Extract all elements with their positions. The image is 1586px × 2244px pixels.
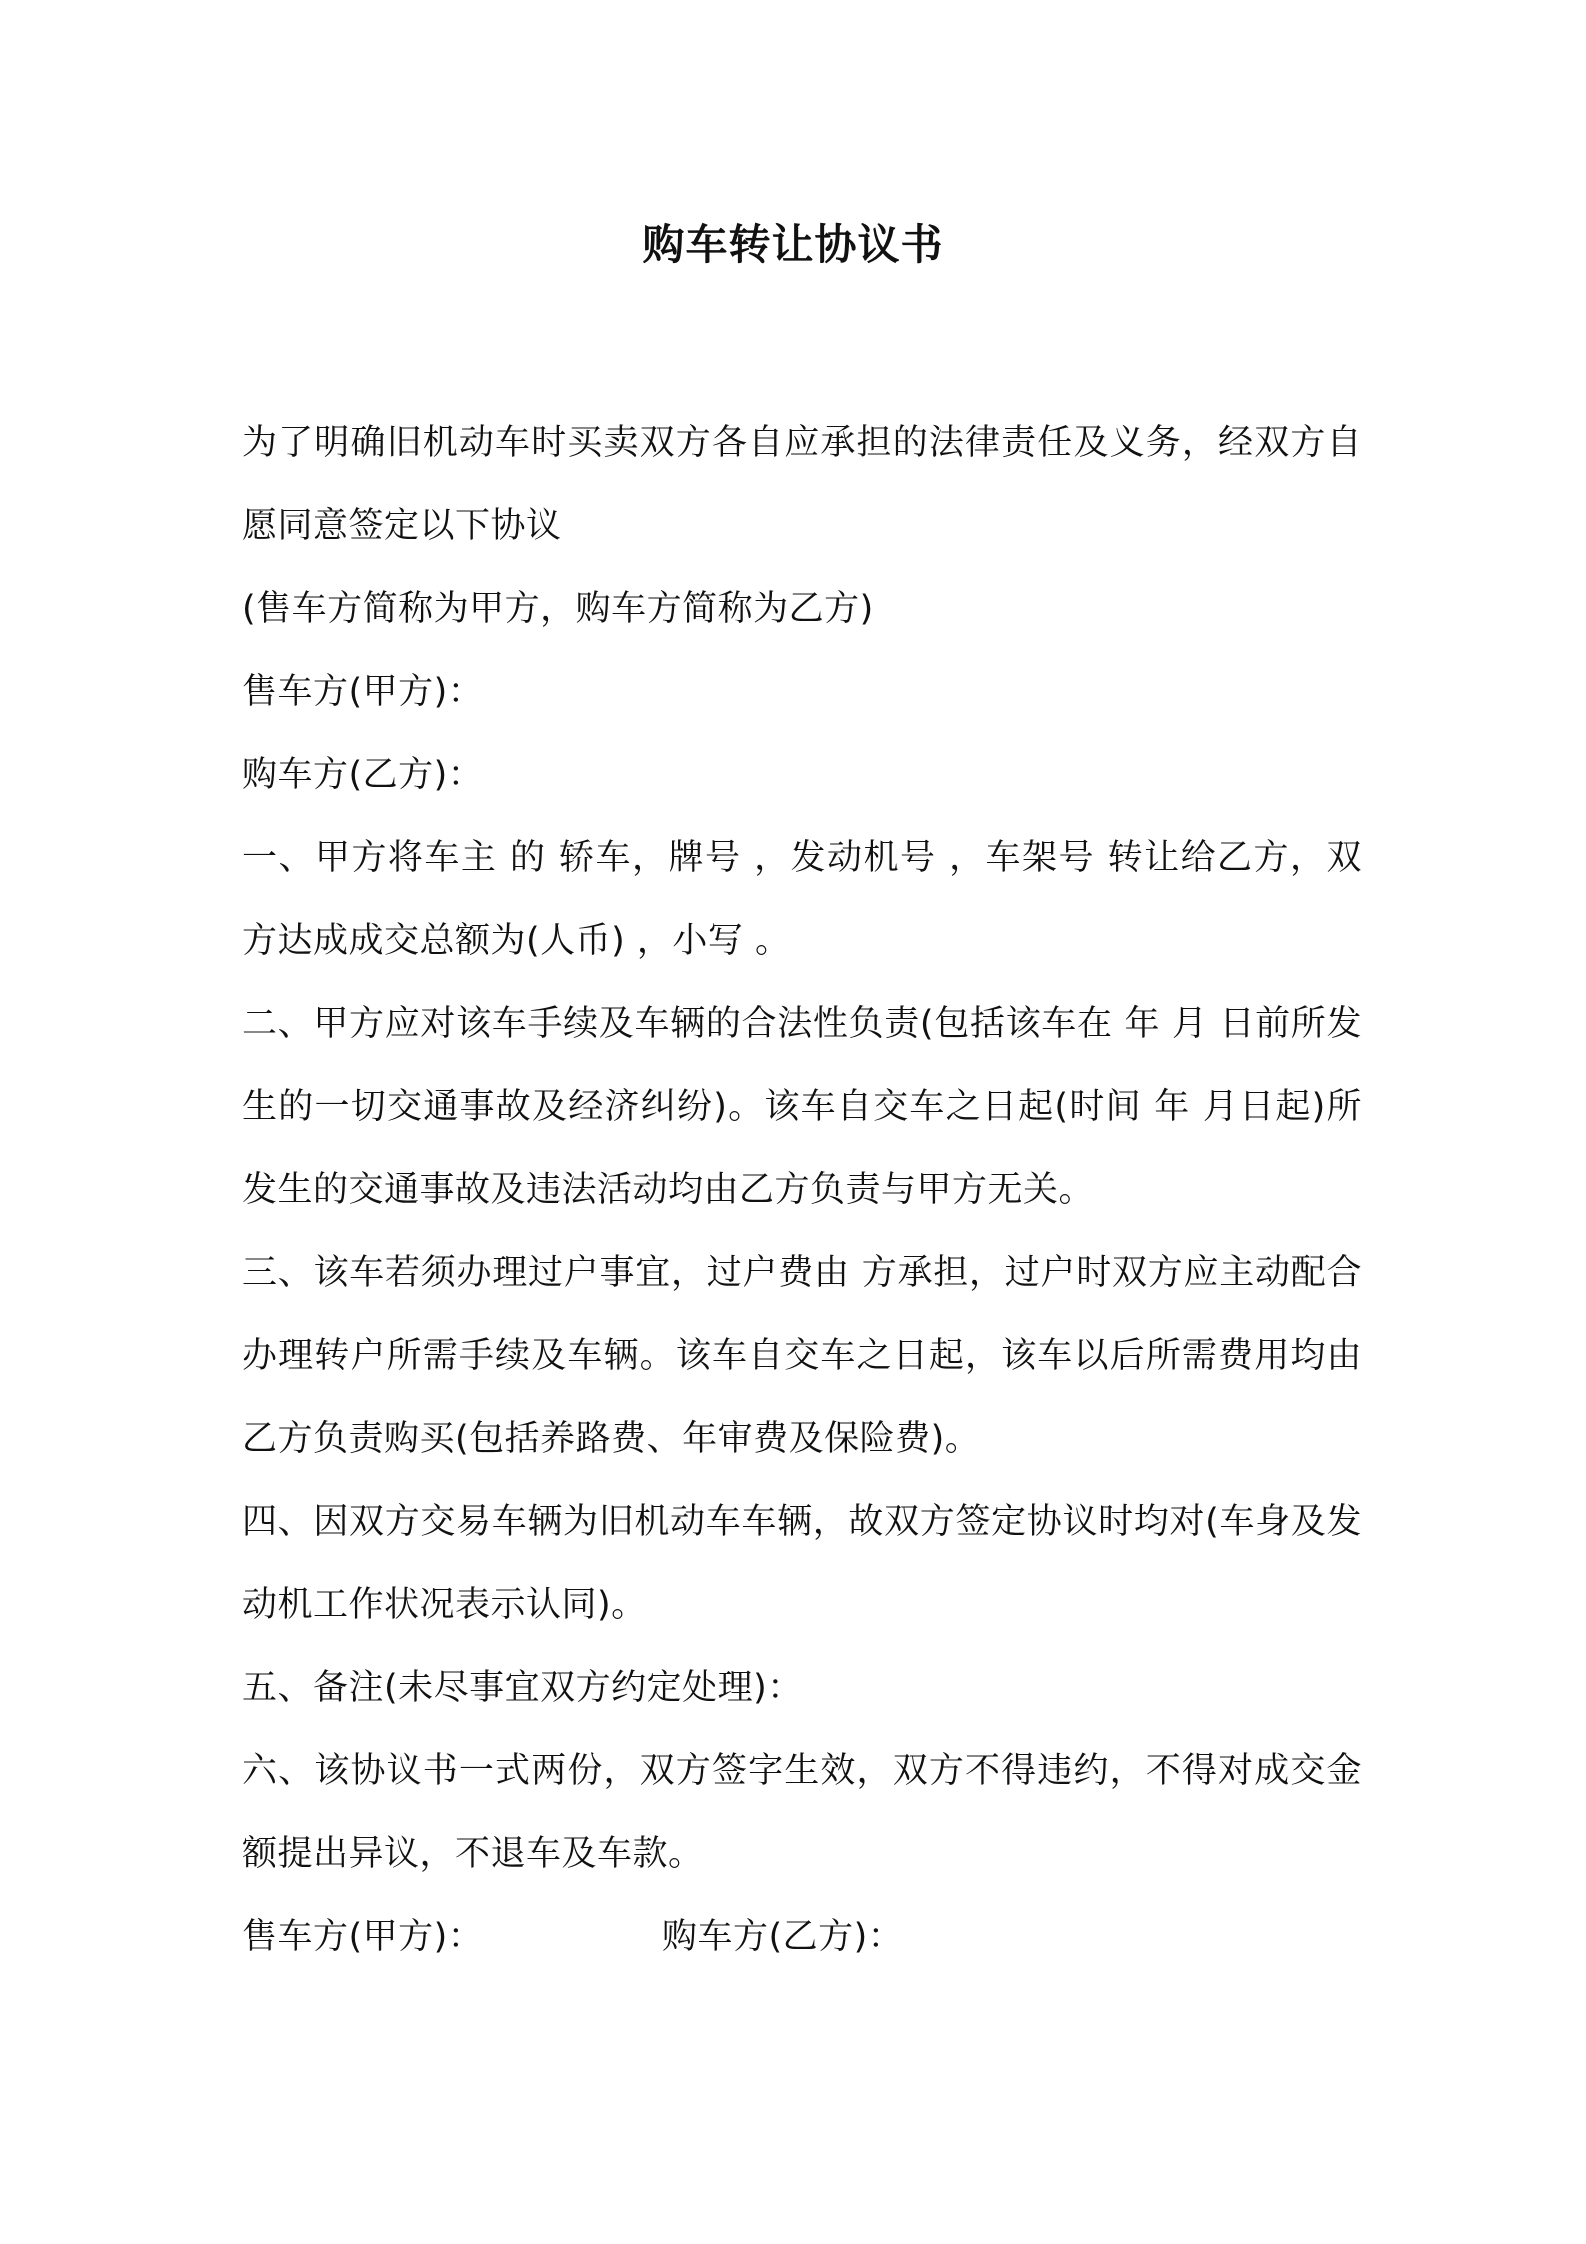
buyer-line: 购车方(乙方)：: [242, 755, 484, 795]
clause-6: 六、该协议书一式两份，双方签字生效，双方不得违约，不得对成交金额提出异议，不退车及车款。: [242, 1751, 1362, 1874]
buyer-signature-label: 购车方(乙方)：: [662, 1917, 904, 1957]
seller-line: 售车方(甲方)：: [242, 672, 484, 712]
clause-5: 五、备注(未尽事宜双方约定处理)：: [242, 1668, 803, 1708]
signature-row: [242, 1896, 1362, 1979]
intro-paragraph: 为了明确旧机动车时买卖双方各自应承担的法律责任及义务，经双方自愿同意签定以下协议: [242, 423, 1362, 546]
party-abbreviation-note: (售车方简称为甲方，购车方简称为乙方): [242, 589, 874, 629]
document-title: 购车转让协议书: [642, 220, 944, 269]
clause-1: 一、甲方将车主 的 轿车，牌号 ，发动机号 ，车架号 转让给乙方，双方达成成交总额为(人币) ，小写 。: [242, 838, 1362, 961]
clause-4: 四、因双方交易车辆为旧机动车车辆，故双方签定协议时均对(车身及发动机工作状况表示认同)。: [242, 1502, 1362, 1625]
clause-2: 二、甲方应对该车手续及车辆的合法性负责(包括该车在 年 月 日前所发生的一切交通事故及经济纠纷)。该车自交车之日起(时间 年 月日起)所发生的交通事故及违法活动均由乙方负责与甲方无关。: [242, 1004, 1362, 1210]
clause-3: 三、该车若须办理过户事宜，过户费由 方承担，过户时双方应主动配合办理转户所需手续及车辆。该车自交车之日起，该车以后所需费用均由乙方负责购买(包括养路费、年审费及保险费)。: [242, 1253, 1362, 1459]
seller-signature-label: 售车方(甲方)：: [242, 1917, 484, 1957]
document-body: [242, 402, 1362, 1979]
